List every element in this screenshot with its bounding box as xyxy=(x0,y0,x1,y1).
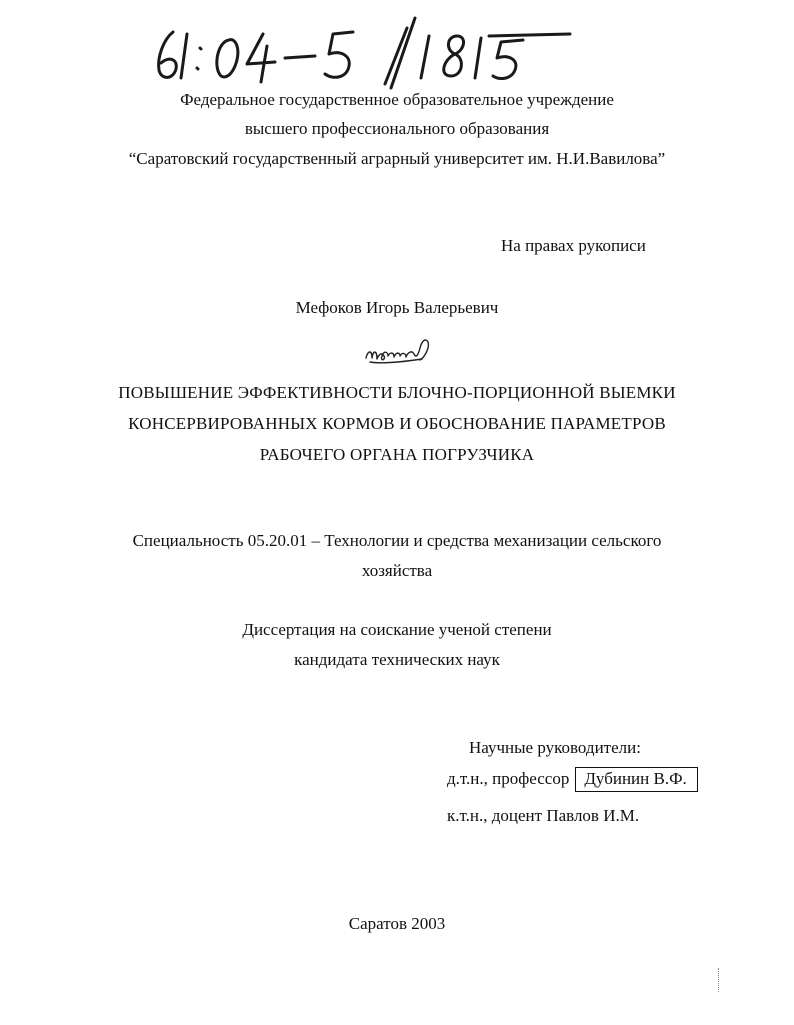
specialty-line-2: хозяйства xyxy=(361,561,433,580)
handwritten-catalog-number xyxy=(145,6,575,90)
dissertation-title xyxy=(60,377,734,470)
title-line-2: КОНСЕРВИРОВАННЫХ КОРМОВ И ОБОСНОВАНИЕ ПАРАМЕТРОВ xyxy=(128,414,666,433)
supervisor-1-title: д.т.н., профессор xyxy=(447,769,570,788)
title-line-3: РАБОЧЕГО ОРГАНА ПОГРУЗЧИКА xyxy=(259,445,535,464)
degree-line-2: кандидата технических наук xyxy=(294,650,500,669)
specialty-line-1: Специальность 05.20.01 – Технологии и средства механизации сельского xyxy=(132,531,662,550)
supervisors-heading: Научные руководители: xyxy=(469,738,641,757)
author-signature xyxy=(362,332,434,370)
supervisor-1 xyxy=(447,767,698,792)
institution-line-3: “Саратовский государственный аграрный университет им. Н.И.Вавилова” xyxy=(128,149,666,168)
author-name: Мефоков Игорь Валерьевич xyxy=(295,298,499,317)
title-line-1: ПОВЫШЕНИЕ ЭФФЕКТИВНОСТИ БЛОЧНО-ПОРЦИОННОЙ ВЫЕМКИ xyxy=(118,383,676,402)
institution-line-2: высшего профессионального образования xyxy=(244,119,550,138)
manuscript-note: На правах рукописи xyxy=(501,236,646,255)
supervisor-1-name-box: Дубинин В.Ф. xyxy=(575,767,697,792)
supervisor-2: к.т.н., доцент Павлов И.М. xyxy=(447,806,640,825)
city-year: Саратов 2003 xyxy=(348,914,446,933)
institution-line-1: Федеральное государственное образовательное учреждение xyxy=(180,90,614,109)
degree-line-1: Диссертация на соискание ученой степени xyxy=(242,620,552,639)
scan-margin-mark xyxy=(718,968,720,992)
